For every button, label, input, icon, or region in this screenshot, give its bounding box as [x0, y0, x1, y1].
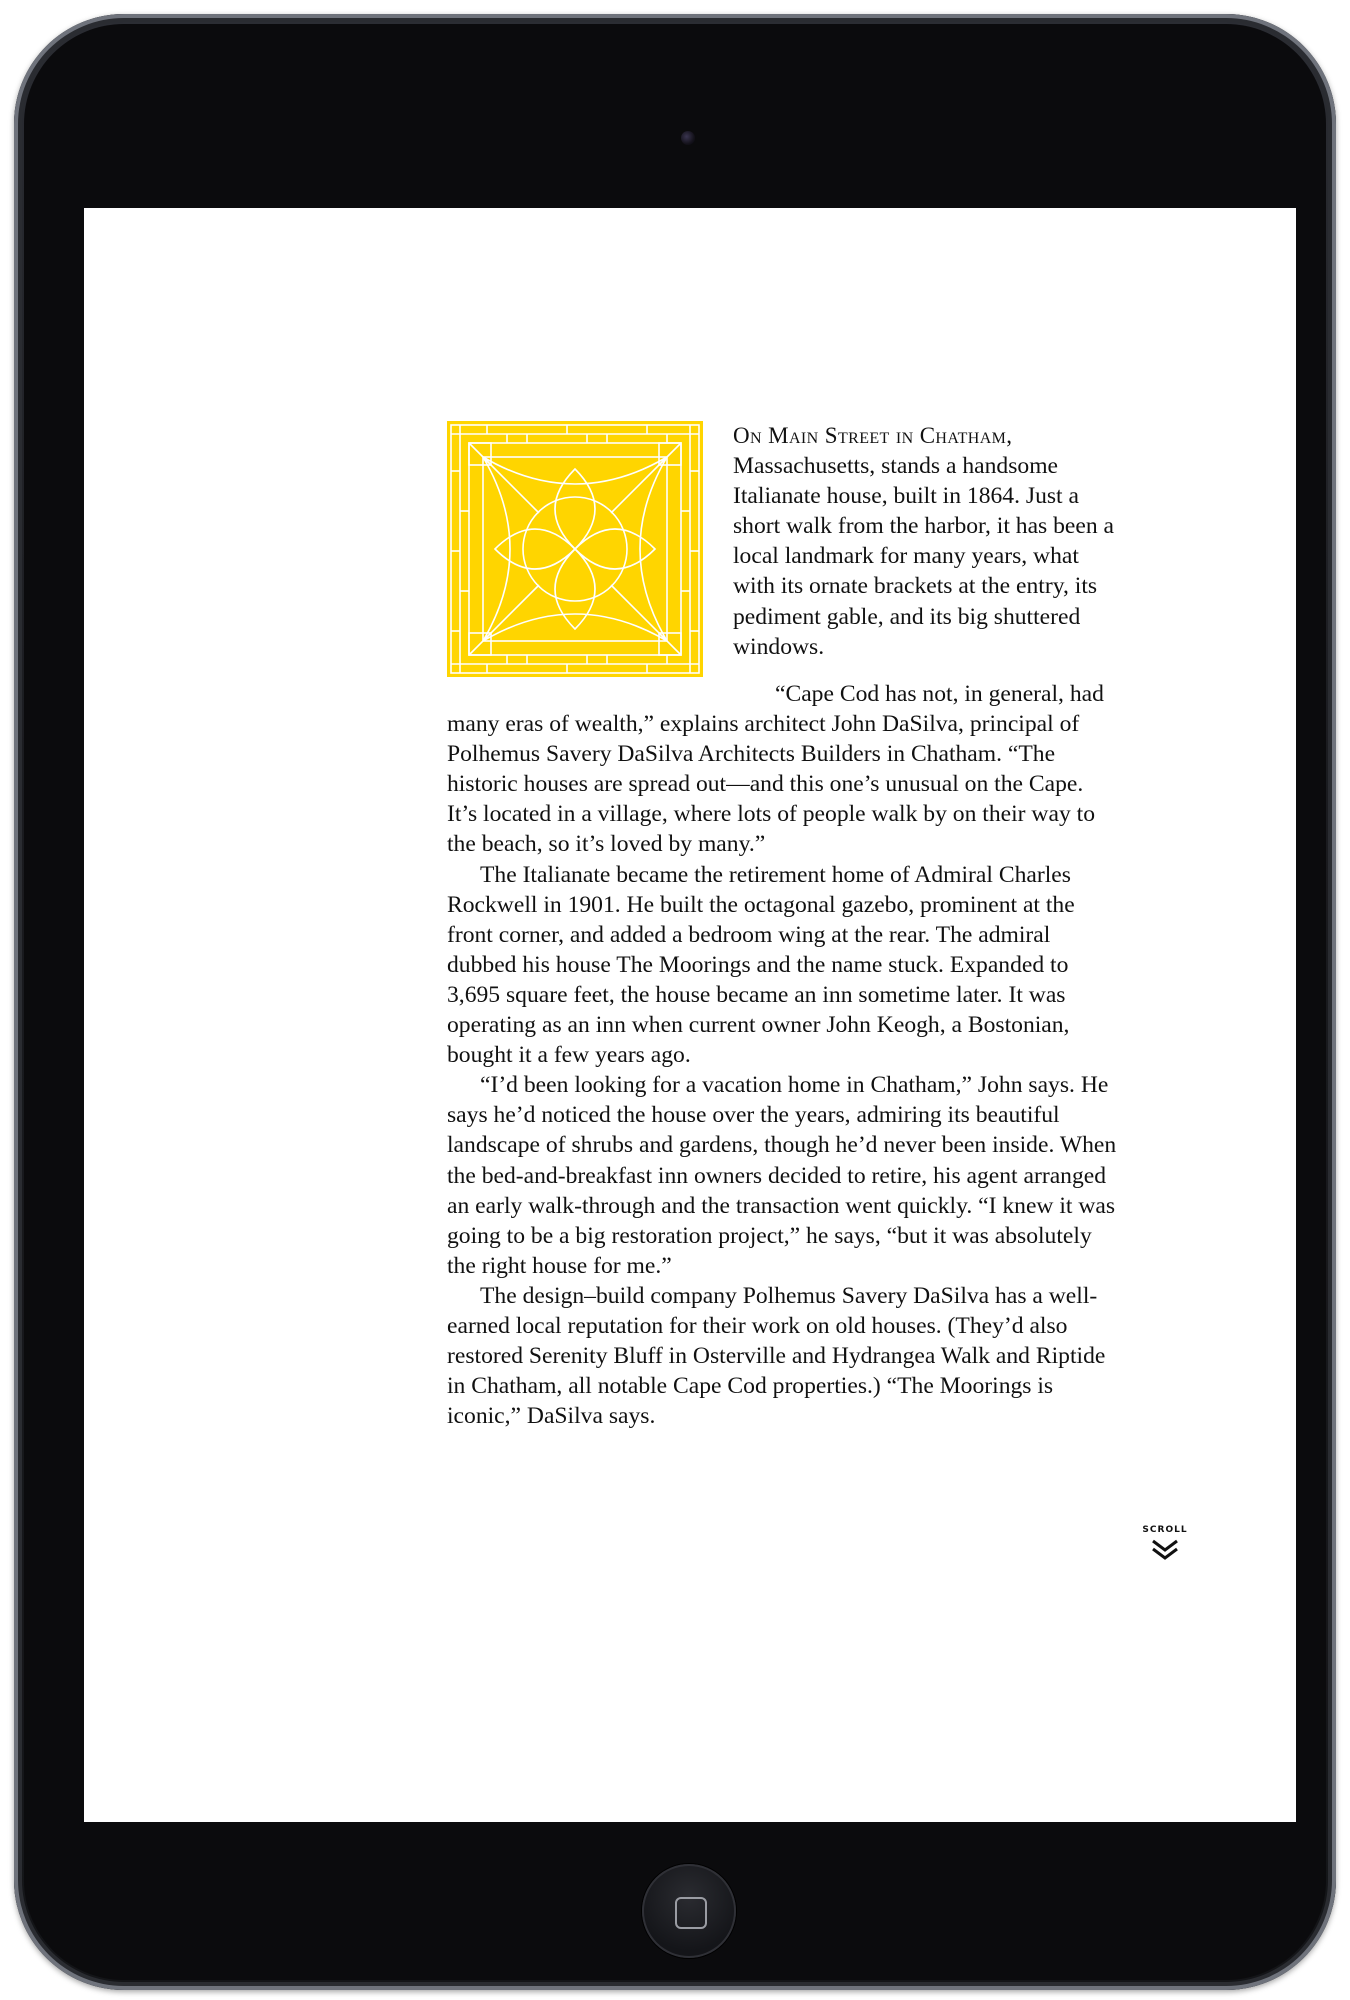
home-button[interactable] — [642, 1864, 736, 1958]
camera-icon — [681, 131, 695, 145]
stained-glass-ornament-icon — [447, 421, 703, 677]
scroll-indicator[interactable] — [1140, 1525, 1190, 1566]
scroll-label: SCROLL — [1142, 1525, 1188, 1535]
article-paragraph-5: The design–build company Polhemus Savery DaSilva has a well-earned local reputation for their work on old houses. (They’d also restored Serenity Bluff in Osterville and Hydrangea Walk and Riptide in Chatham, all notable Cape Cod properties.) “The Moorings is iconic,” DaSilva says. — [447, 1282, 1106, 1430]
article-paragraph-2: “Cape Cod has not, in general, had many eras of wealth,” explains architect John DaSilva, principal of Polhemus Savery DaSilva Architects Builders in Chatham. “The historic houses are spread out—and this one’s unusual on the Cape. It’s located in a village, where lots of people walk by on their way to the beach, so it’s loved by many.” — [447, 681, 1104, 858]
article-paragraph-3: The Italianate became the retirement home of Admiral Charles Rockwell in 1901. He built the octagonal gazebo, prominent at the front corner, and added a bedroom wing at the rear. The admiral dubbed his house The Moorings and the name stuck. Expanded to 3,695 square feet, the house became an inn sometime later. It was operating as an inn when current owner John Keogh, a Bostonian, bought it a few years ago. — [447, 861, 1075, 1069]
double-chevron-down-icon — [1150, 1538, 1180, 1562]
home-icon — [675, 1897, 707, 1929]
article-paragraph-4: “I’d been looking for a vacation home in Chatham,” John says. He says he’d noticed the house over the years, admiring its beautiful landscape of shrubs and gardens, though he’d never been inside. When the bed-and-breakfast inn owners decided to retire, his agent arranged an early walk-through and the transaction went quickly. “I knew it was going to be a big restoration project,” he says, “but it was absolutely the right house for me.” — [447, 1072, 1117, 1279]
paragraph-1-text: Massachusetts, stands a handsome Italianate house, built in 1864. Just a short walk from the harbor, it has been a local landmark for many years, what with its ornate brackets at the entry, its pediment gable, and its big shuttered windows. — [733, 453, 1115, 660]
article-body — [447, 421, 1117, 1431]
lead-in: On Main Street in Chatham, — [733, 423, 1013, 448]
